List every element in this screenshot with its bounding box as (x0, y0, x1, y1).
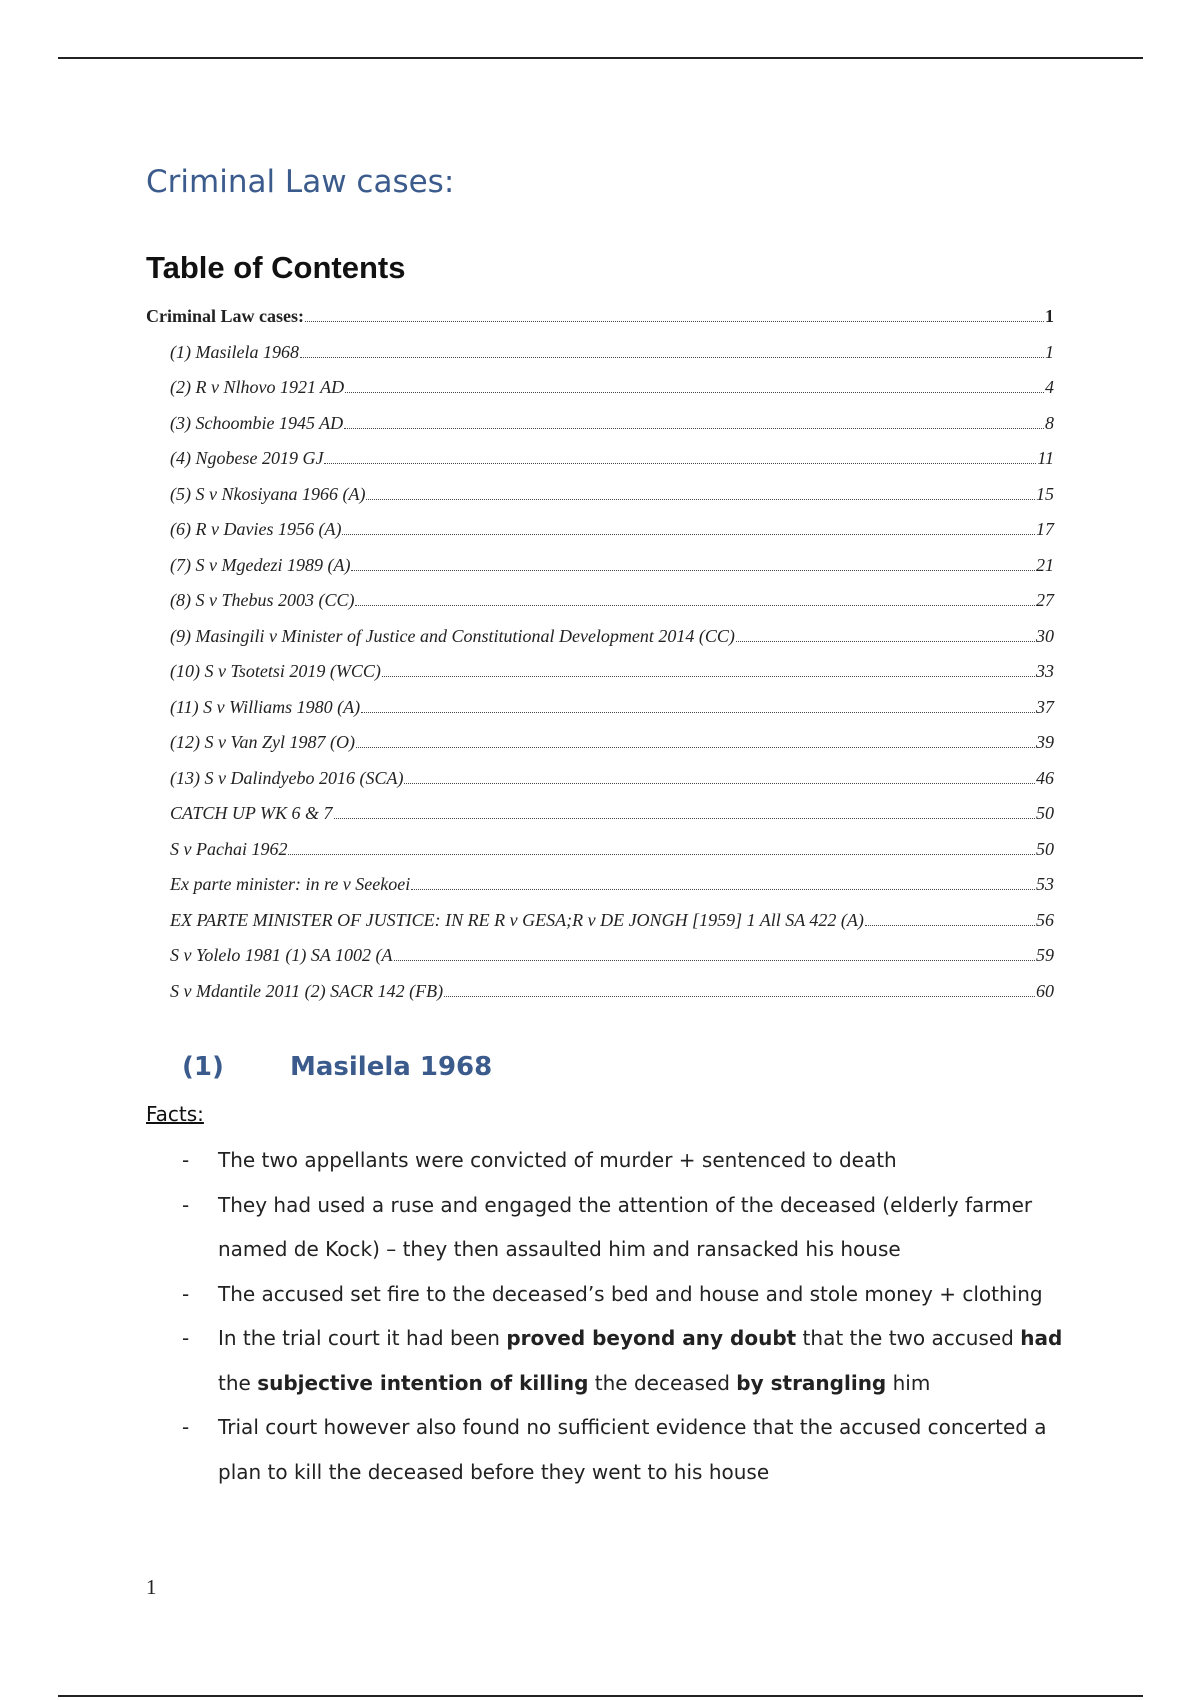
section-title: Masilela 1968 (290, 1052, 493, 1082)
fact-emphasis: had (1020, 1326, 1063, 1350)
toc-dot-leader (736, 641, 1035, 642)
toc-entry-label: (5) S v Nkosiyana 1966 (A) (170, 483, 366, 504)
toc-dot-leader (356, 747, 1035, 748)
toc-entry-page: 4 (1045, 377, 1054, 397)
toc-entry-page: 15 (1036, 483, 1054, 504)
toc-entry-page: 17 (1036, 519, 1054, 539)
facts-label: Facts: (146, 1102, 204, 1126)
facts-list (146, 1138, 1066, 1494)
bullet-dash: - (182, 1148, 190, 1172)
toc-entry-page: 1 (1045, 341, 1054, 362)
toc-entry-label: (2) R v Nlhovo 1921 AD (170, 377, 345, 397)
toc-entry-page: 53 (1036, 874, 1054, 894)
toc-entry[interactable] (146, 306, 1054, 342)
toc-entry-page: 56 (1036, 909, 1054, 930)
toc-entry-label: (1) Masilela 1968 (170, 341, 299, 362)
toc-entry-page: 59 (1036, 945, 1054, 965)
toc-entry-page: 39 (1036, 732, 1054, 752)
toc-entry-page: 46 (1036, 767, 1054, 788)
toc-dot-leader (366, 499, 1035, 500)
toc-entry[interactable] (146, 413, 1054, 449)
toc-dot-leader (324, 463, 1036, 464)
fact-text: The two appellants were convicted of murder + sentenced to death (218, 1148, 897, 1172)
fact-emphasis: subjective intention of killing (257, 1370, 589, 1395)
toc-entry-page: 11 (1037, 448, 1054, 468)
toc-dot-leader (351, 570, 1035, 571)
toc-entry-label: (11) S v Williams 1980 (A) (170, 696, 361, 717)
toc-dot-leader (300, 357, 1044, 358)
toc-entry[interactable] (146, 626, 1054, 662)
fact-item (146, 1405, 1066, 1494)
fact-item (146, 1183, 1066, 1272)
fact-text: The accused set fire to the deceased’s bed and house and stole money + clothing (218, 1281, 1043, 1306)
toc-dot-leader (288, 854, 1035, 855)
toc-entry[interactable] (146, 839, 1054, 875)
toc-entry-page: 30 (1036, 625, 1054, 646)
table-of-contents (146, 306, 1054, 1016)
toc-entry-label: Criminal Law cases: (146, 306, 304, 326)
toc-entry[interactable] (146, 768, 1054, 804)
toc-heading: Table of Contents (146, 250, 406, 285)
toc-entry-page: 50 (1036, 838, 1054, 859)
bullet-dash: - (182, 1281, 190, 1306)
toc-entry[interactable] (146, 697, 1054, 733)
fact-text: the deceased (588, 1370, 737, 1395)
toc-entry[interactable] (146, 555, 1054, 591)
toc-entry-label: (10) S v Tsotetsi 2019 (WCC) (170, 661, 381, 681)
toc-dot-leader (444, 996, 1035, 997)
fact-text: Trial court however also found no sufficient evidence that the accused concerted a plan to kill the deceased before they went to his house (218, 1415, 1047, 1484)
toc-dot-leader (355, 605, 1035, 606)
toc-entry-label: (12) S v Van Zyl 1987 (O) (170, 732, 355, 752)
toc-entry[interactable] (146, 448, 1054, 484)
toc-entry[interactable] (146, 803, 1054, 839)
header-rule (58, 57, 1143, 59)
toc-dot-leader (411, 889, 1035, 890)
toc-entry-page: 50 (1036, 803, 1054, 823)
fact-text: that the two accused (796, 1326, 1021, 1350)
toc-entry[interactable] (146, 377, 1054, 413)
toc-dot-leader (334, 818, 1035, 819)
toc-entry-page: 21 (1036, 554, 1054, 575)
fact-text: him (886, 1370, 931, 1395)
toc-dot-leader (404, 783, 1035, 784)
toc-entry[interactable] (146, 732, 1054, 768)
toc-entry-page: 60 (1036, 980, 1054, 1001)
toc-entry-label: (3) Schoombie 1945 AD (170, 412, 344, 433)
toc-dot-leader (394, 960, 1036, 961)
fact-text: They had used a ruse and engaged the attention of the deceased (elderly farmer named de Kock) – they then assaulted him and ransacked his house (218, 1192, 1033, 1261)
fact-text: In the trial court it had been (218, 1326, 507, 1350)
toc-dot-leader (344, 428, 1044, 429)
toc-entry-label: (7) S v Mgedezi 1989 (A) (170, 554, 351, 575)
toc-entry-label: (9) Masingili v Minister of Justice and Constitutional Development 2014 (CC) (170, 625, 735, 646)
toc-entry[interactable] (146, 484, 1054, 520)
toc-entry-label: (13) S v Dalindyebo 2016 (SCA) (170, 767, 404, 788)
toc-entry-page: 27 (1036, 590, 1054, 610)
toc-entry[interactable] (146, 874, 1054, 910)
toc-dot-leader (342, 534, 1035, 535)
section-heading (182, 1052, 492, 1082)
toc-entry-label: (8) S v Thebus 2003 (CC) (170, 590, 355, 610)
section-number: (1) (182, 1052, 224, 1082)
toc-entry-page: 33 (1036, 661, 1054, 681)
toc-entry[interactable] (146, 945, 1054, 981)
toc-entry-page: 1 (1045, 306, 1054, 326)
toc-entry[interactable] (146, 590, 1054, 626)
toc-entry[interactable] (146, 519, 1054, 555)
toc-entry[interactable] (146, 661, 1054, 697)
fact-item (146, 1272, 1066, 1317)
fact-item (146, 1138, 1066, 1183)
bullet-dash: - (182, 1326, 190, 1350)
toc-entry-page: 37 (1036, 696, 1054, 717)
toc-entry-label: EX PARTE MINISTER OF JUSTICE: IN RE R v GESA;R v DE JONGH [1959] 1 All SA 422 (A) (170, 909, 864, 930)
toc-entry-label: S v Mdantile 2011 (2) SACR 142 (FB) (170, 980, 444, 1001)
bullet-dash: - (182, 1415, 190, 1439)
bullet-dash: - (182, 1192, 190, 1217)
toc-entry[interactable] (146, 342, 1054, 378)
toc-dot-leader (361, 712, 1035, 713)
footer-rule (58, 1695, 1143, 1697)
toc-entry-label: CATCH UP WK 6 & 7 (170, 803, 333, 823)
toc-dot-leader (345, 392, 1044, 393)
toc-entry-page: 8 (1045, 412, 1054, 433)
toc-entry[interactable] (146, 910, 1054, 946)
fact-text: the (218, 1370, 258, 1395)
document-title: Criminal Law cases: (146, 164, 455, 200)
toc-entry-label: S v Pachai 1962 (170, 838, 288, 859)
toc-entry-label: (4) Ngobese 2019 GJ (170, 448, 324, 468)
fact-item (146, 1316, 1066, 1405)
toc-dot-leader (865, 925, 1035, 926)
fact-emphasis: by strangling (736, 1370, 887, 1395)
toc-dot-leader (382, 676, 1035, 677)
toc-entry-label: Ex parte minister: in re v Seekoei (170, 874, 411, 894)
fact-emphasis: proved beyond any doubt (506, 1326, 797, 1350)
toc-entry[interactable] (146, 981, 1054, 1017)
page-number: 1 (146, 1575, 157, 1599)
toc-entry-label: S v Yolelo 1981 (1) SA 1002 (A (170, 945, 393, 965)
toc-entry-label: (6) R v Davies 1956 (A) (170, 519, 342, 539)
toc-dot-leader (305, 321, 1044, 322)
